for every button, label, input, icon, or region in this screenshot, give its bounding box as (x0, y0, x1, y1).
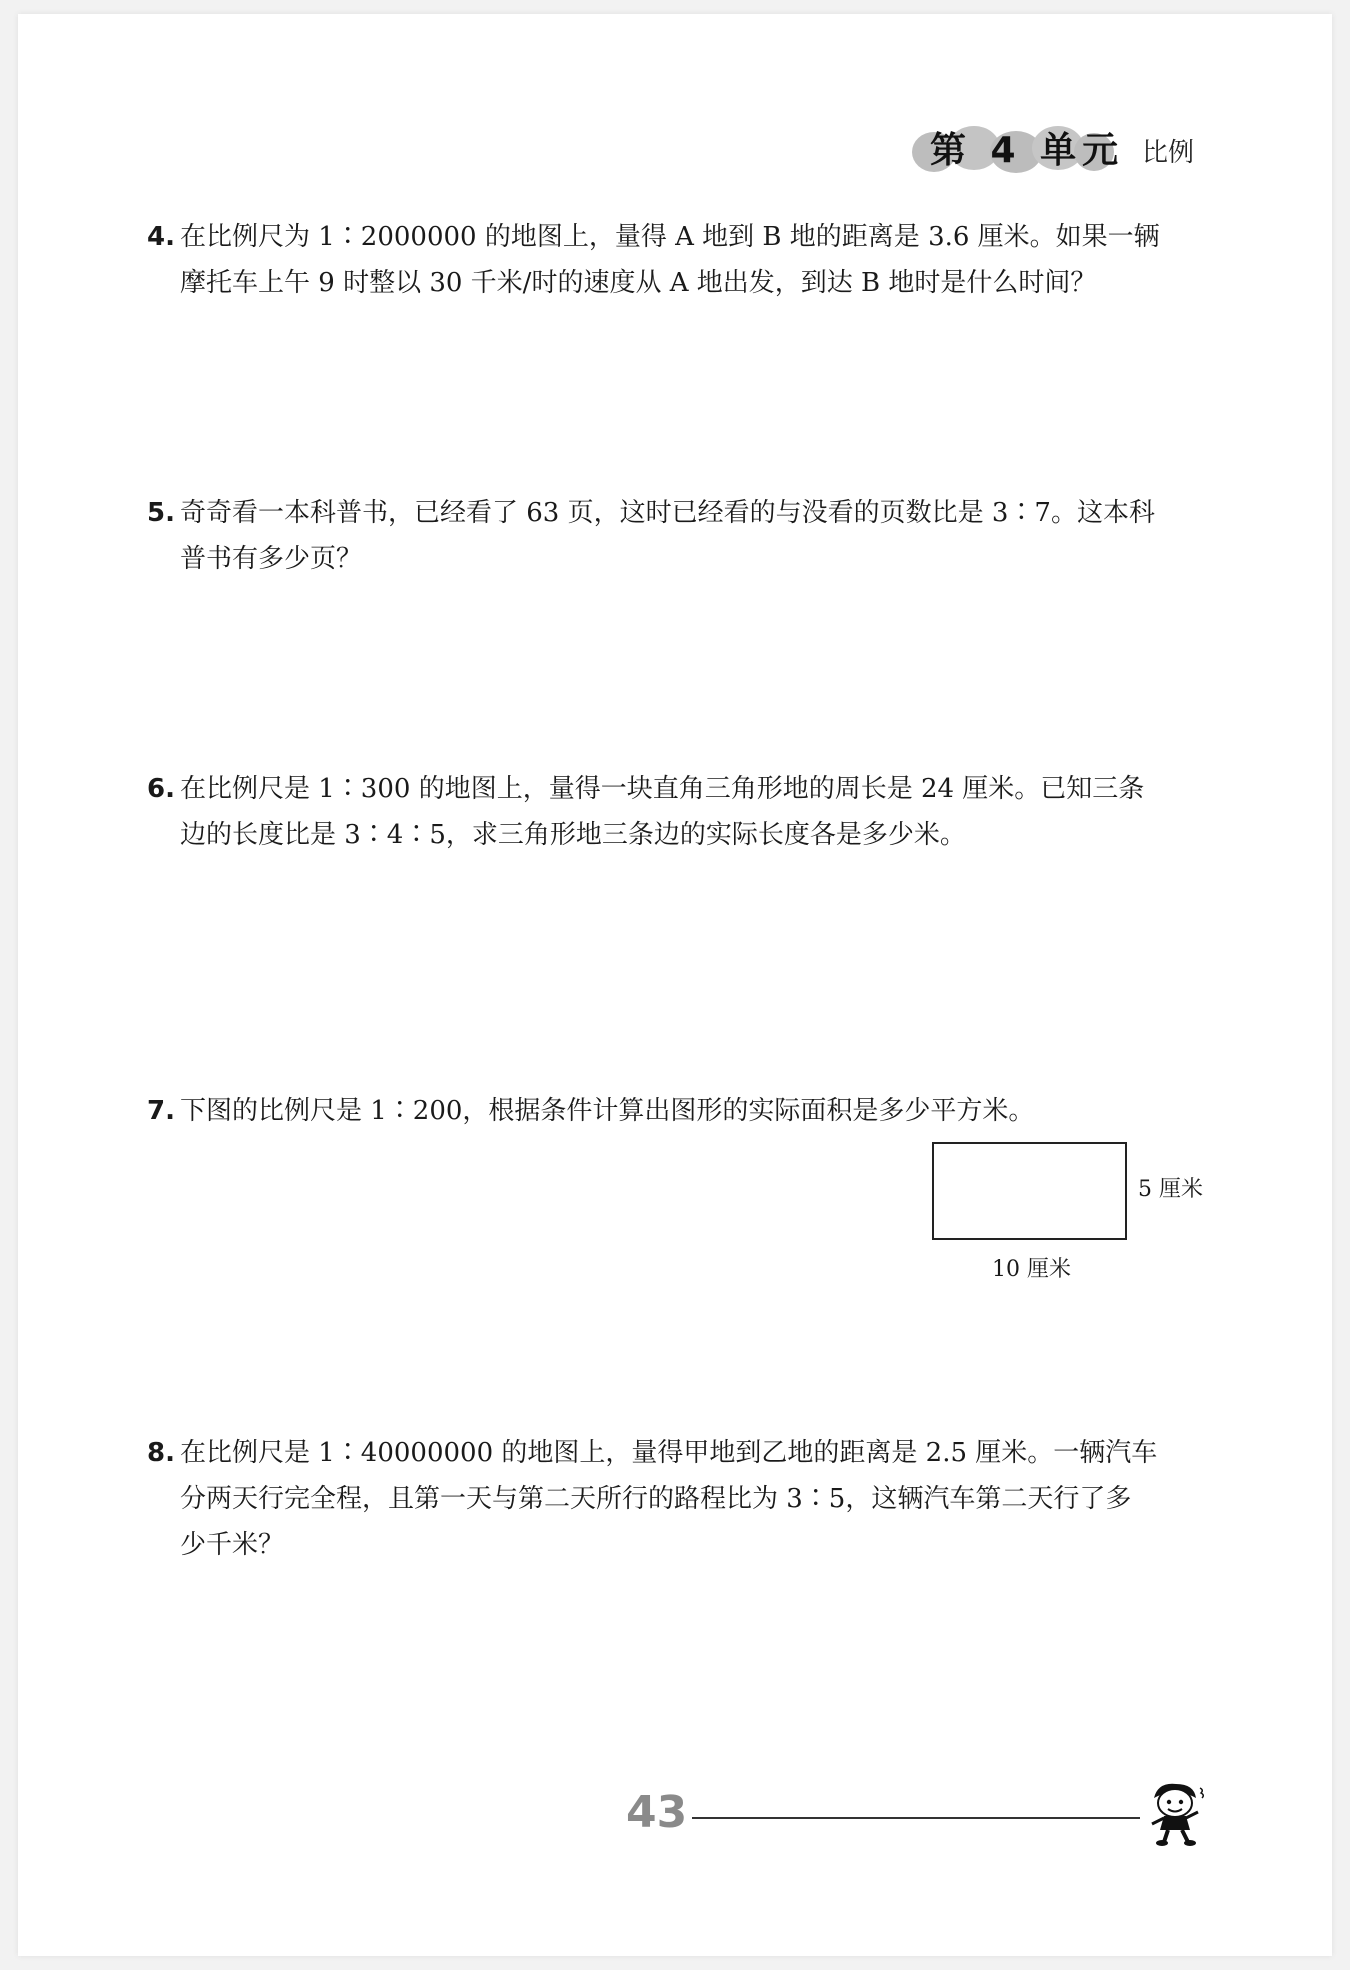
problem-text: 在比例尺是 1∶300 的地图上，量得一块直角三角形地的周长是 24 厘米。已知三条 (180, 774, 1145, 804)
problem-7 (147, 1088, 1210, 1134)
problem-number: 8. (147, 1438, 175, 1468)
problem-text: 普书有多少页？ (180, 544, 363, 574)
problem-number: 4. (147, 222, 175, 252)
problem-text: 在比例尺是 1∶40000000 的地图上，量得甲地到乙地的距离是 2.5 厘米。一辆汽车 (180, 1438, 1158, 1468)
problem-number: 7. (147, 1096, 175, 1126)
rectangle-height-label: 5 厘米 (1138, 1177, 1203, 1202)
unit-subtitle: 比例 (1142, 138, 1195, 168)
problem-text: 在比例尺为 1∶2000000 的地图上，量得 A 地到 B 地的距离是 3.6 厘米。如果一辆 (180, 222, 1160, 252)
problem-text: 奇奇看一本科普书，已经看了 63 页，这时已经看的与没看的页数比是 3∶7。这本科 (180, 498, 1155, 528)
problem-5 (147, 490, 1210, 582)
problem-text: 边的长度比是 3∶4∶5，求三角形地三条边的实际长度各是多少米。 (180, 820, 966, 850)
problem-text: 少千米？ (180, 1530, 285, 1560)
footer-rule (692, 1817, 1140, 1819)
problem-line (147, 766, 1210, 812)
problem-number: 5. (147, 498, 175, 528)
problem-8 (147, 1430, 1210, 1568)
problem-line (147, 490, 1210, 536)
cartoon-boy-mascot-icon (1140, 1776, 1210, 1846)
problem-number: 6. (147, 774, 175, 804)
problem-line (147, 1088, 1210, 1134)
rectangle-width-label: 10 厘米 (992, 1257, 1071, 1282)
rectangle-shape (932, 1142, 1127, 1240)
problem-4 (147, 214, 1210, 306)
problem-text: 下图的比例尺是 1∶200，根据条件计算出图形的实际面积是多少平方米。 (180, 1096, 1035, 1126)
unit-title: 第 4 单元 (930, 130, 1125, 171)
rectangle-figure (930, 1142, 1210, 1292)
problem-line (147, 214, 1210, 260)
problem-text: 分两天行完全程，且第一天与第二天所行的路程比为 3∶5，这辆汽车第二天行了多 (180, 1484, 1132, 1514)
problem-line (147, 1430, 1210, 1476)
page-number: 43 (626, 1787, 688, 1838)
problem-text: 摩托车上午 9 时整以 30 千米/时的速度从 A 地出发，到达 B 地时是什么时间？ (180, 268, 1097, 298)
problem-6 (147, 766, 1210, 858)
